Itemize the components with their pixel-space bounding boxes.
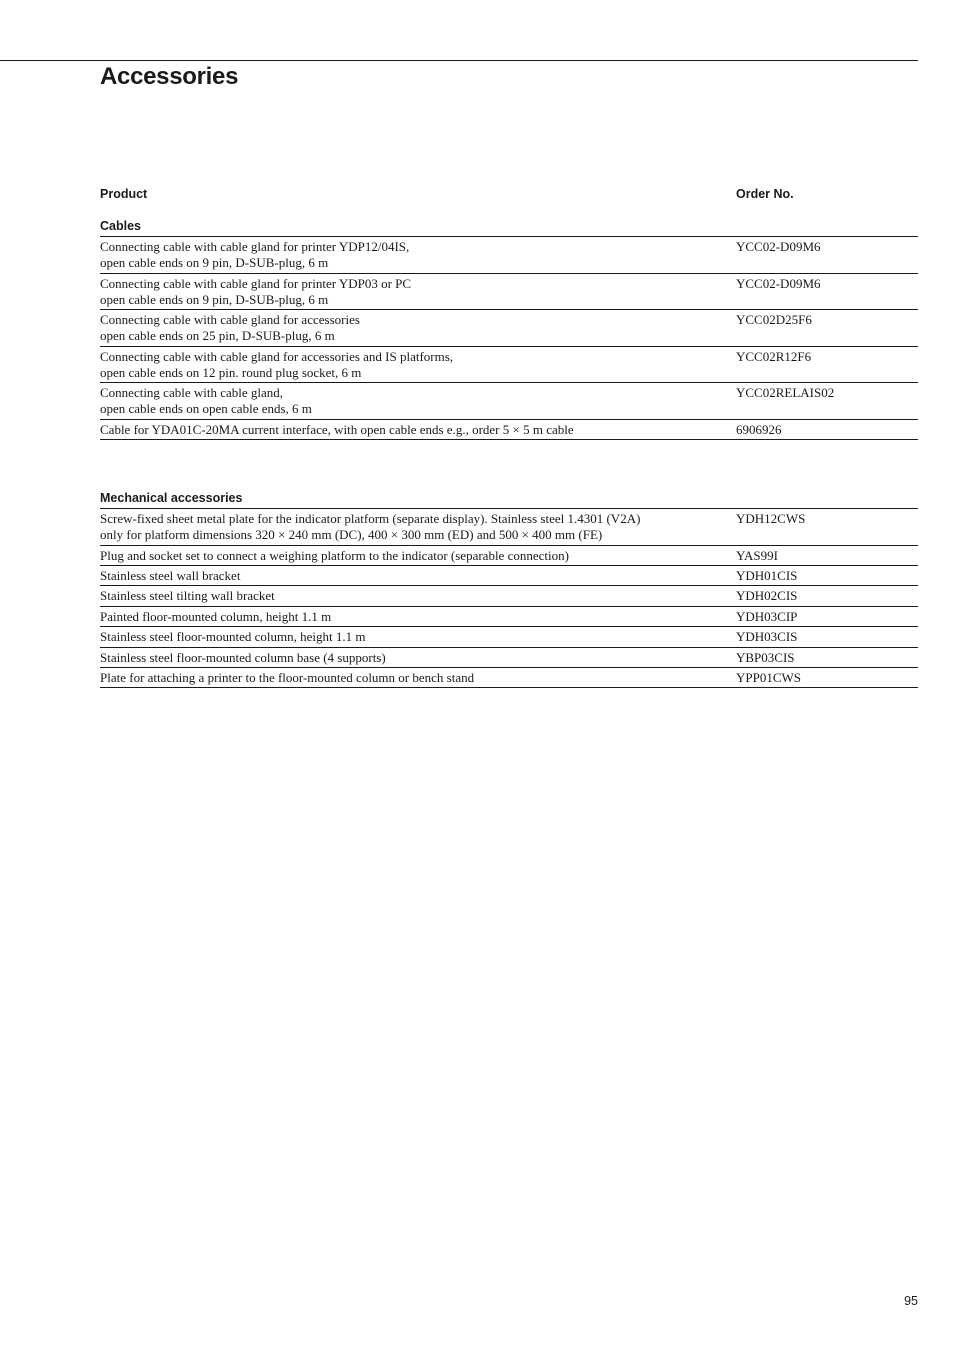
description-line: open cable ends on 9 pin, D-SUB-plug, 6 m — [100, 255, 329, 270]
cables-section-title: Cables — [100, 219, 141, 233]
table-row — [100, 648, 918, 668]
description-line: Connecting cable with cable gland for accessories — [100, 312, 360, 328]
order-number: YBP03CIS — [736, 649, 795, 665]
description-line: open cable ends on open cable ends, 6 m — [100, 401, 312, 417]
description-line: Stainless steel floor-mounted column base (4 supports) — [100, 649, 386, 665]
order-number: YCC02D25F6 — [736, 312, 812, 328]
order-number: YDH03CIP — [736, 608, 798, 624]
mechanical-table — [100, 508, 918, 688]
product-description — [100, 650, 725, 666]
product-column-header: Product — [100, 187, 148, 201]
top-rule — [0, 60, 918, 61]
product-description — [100, 548, 725, 564]
cables-table — [100, 236, 918, 440]
product-description — [100, 629, 725, 645]
page-number: 95 — [904, 1294, 918, 1308]
description-line: Stainless steel wall bracket — [100, 567, 241, 583]
order-number: YDH12CWS — [736, 511, 806, 526]
table-row — [100, 347, 918, 384]
table-row — [100, 420, 918, 440]
order-number: YPP01CWS — [736, 669, 802, 685]
product-description — [100, 385, 725, 417]
product-description — [100, 670, 725, 686]
order-number: YAS99I — [736, 547, 778, 563]
mechanical-section-title: Mechanical accessories — [100, 491, 243, 505]
description-line: Connecting cable with cable gland for printer YDP12/04IS, — [100, 239, 410, 254]
description-line: Cable for YDA01C-20MA current interface, with open cable ends e.g., order 5 × 5 m cable — [100, 421, 574, 437]
table-row — [100, 607, 918, 627]
order-number: YCC02R12F6 — [736, 348, 812, 364]
product-description — [100, 588, 725, 604]
product-description — [100, 609, 725, 625]
product-description — [100, 276, 725, 308]
product-description — [100, 312, 725, 344]
table-row — [100, 310, 918, 347]
description-line: open cable ends on 12 pin. round plug socket, 6 m — [100, 364, 362, 380]
description-line: open cable ends on 25 pin, D-SUB-plug, 6 m — [100, 328, 335, 344]
table-row — [100, 627, 918, 647]
order-number: YDH03CIS — [736, 629, 798, 645]
description-line: Plug and socket set to connect a weighing platform to the indicator (separable connection) — [100, 547, 569, 563]
order-number: YDH02CIS — [736, 588, 798, 604]
description-line: Connecting cable with cable gland for printer YDP03 or PC — [100, 275, 412, 291]
description-line: Painted floor-mounted column, height 1.1 m — [100, 608, 332, 624]
product-description — [100, 422, 725, 438]
description-line: Screw-fixed sheet metal plate for the indicator platform (separate display). Stainless steel 1.4301 (V2A) — [100, 511, 641, 526]
description-line: Connecting cable with cable gland for accessories and IS platforms, — [100, 348, 454, 364]
table-row — [100, 237, 918, 274]
table-row — [100, 383, 918, 420]
description-line: Stainless steel floor-mounted column, height 1.1 m — [100, 629, 366, 645]
table-row — [100, 566, 918, 586]
order-number: YCC02-D09M6 — [736, 275, 821, 291]
description-line: open cable ends on 9 pin, D-SUB-plug, 6 m — [100, 291, 329, 307]
product-description — [100, 349, 725, 381]
description-line: Plate for attaching a printer to the floor-mounted column or bench stand — [100, 669, 475, 685]
order-number-column-header: Order No. — [736, 187, 794, 201]
product-description — [100, 239, 725, 271]
table-row — [100, 586, 918, 606]
description-line: Stainless steel tilting wall bracket — [100, 588, 275, 604]
table-row — [100, 274, 918, 311]
description-line: Connecting cable with cable gland, — [100, 385, 284, 401]
table-row — [100, 546, 918, 566]
product-description — [100, 568, 725, 584]
table-row — [100, 509, 918, 546]
table-row — [100, 668, 918, 688]
order-number: YCC02-D09M6 — [736, 239, 821, 254]
order-number: YCC02RELAIS02 — [736, 385, 835, 401]
order-number: YDH01CIS — [736, 567, 798, 583]
order-number: 6906926 — [736, 421, 782, 437]
description-line: only for platform dimensions 320 × 240 mm (DC), 400 × 300 mm (ED) and 500 × 400 mm (FE) — [100, 527, 603, 542]
page-title: Accessories — [100, 63, 239, 90]
product-description — [100, 511, 725, 543]
